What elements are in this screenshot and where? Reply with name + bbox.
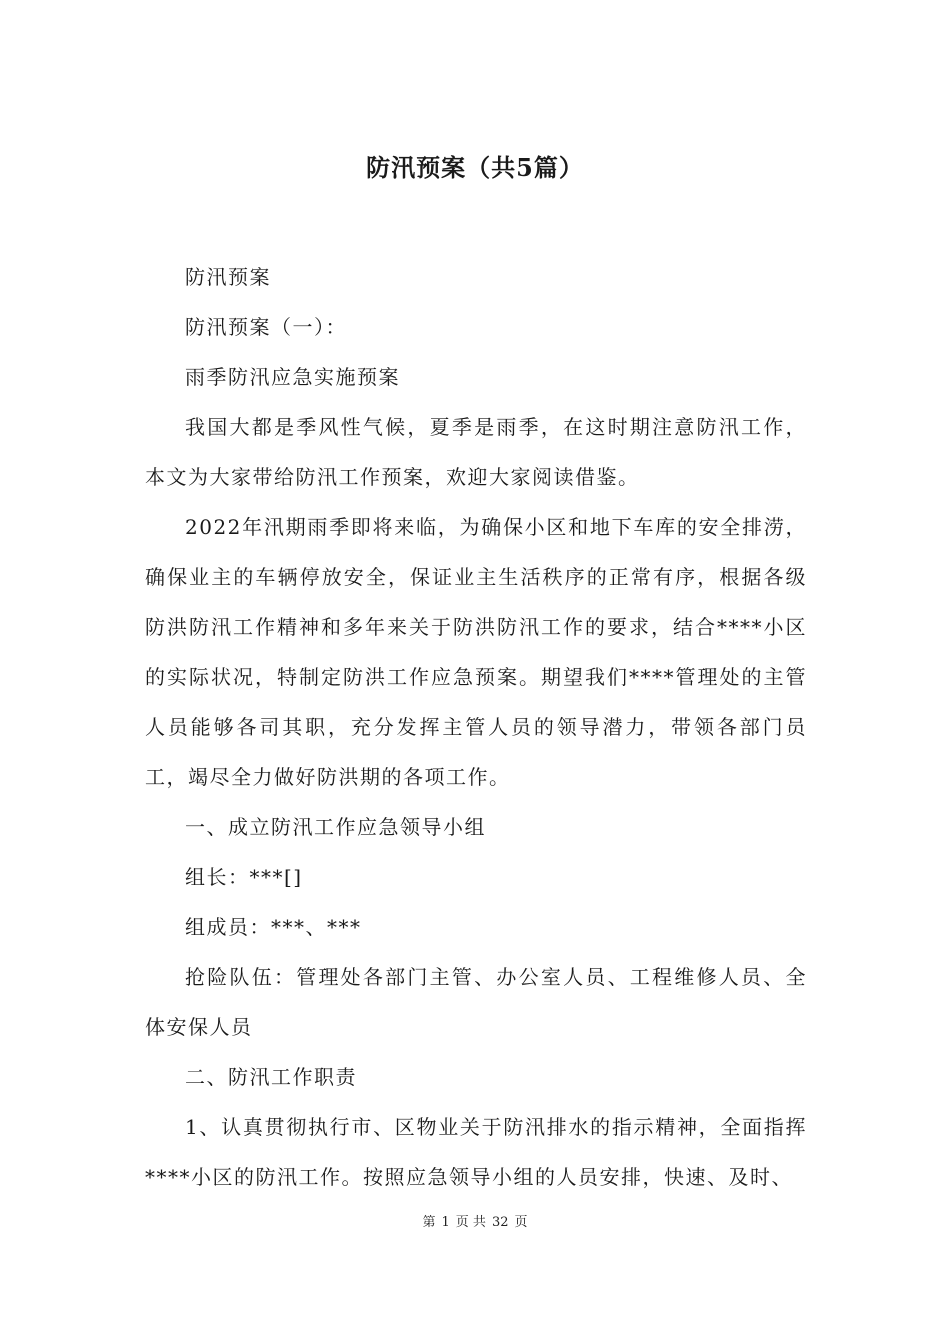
- document-title: 防汛预案（共5篇）: [366, 153, 584, 182]
- section-heading: 一、成立防汛工作应急领导小组: [185, 815, 486, 839]
- paragraph: 组长：***[]: [185, 865, 303, 889]
- paragraph: 防汛预案: [185, 265, 271, 289]
- current-page-number: 1: [441, 1215, 450, 1230]
- paragraph: 组成员：***、***: [185, 915, 362, 939]
- section-heading: 二、防汛工作职责: [185, 1065, 357, 1089]
- paragraph: 雨季防汛应急实施预案: [185, 365, 400, 389]
- footer-middle: 页 共: [455, 1215, 486, 1230]
- paragraph: 2022年汛期雨季即将来临，为确保小区和地下车库的安全排涝，确保业主的车辆停放安全，保证业主生活秩序的正常有序，根据各级防洪防汛工作精神和多年来关于防洪防汛工作的要求，结合****小区的实际状况，特制定防洪工作应急预案。期望我们****管理处的主管人员能够各司其职，充分发挥主管人员的领导潜力，带领各部门员工，竭尽全力做好防洪期的各项工作。: [145, 515, 807, 789]
- footer-prefix: 第: [422, 1215, 436, 1230]
- footer-suffix: 页: [514, 1215, 528, 1230]
- document-body: [145, 252, 807, 1202]
- paragraph: 抢险队伍：管理处各部门主管、办公室人员、工程维修人员、全体安保人员: [145, 965, 807, 1039]
- paragraph: 防汛预案（一）：: [185, 315, 347, 339]
- paragraph: 1、认真贯彻执行市、区物业关于防汛排水的指示精神，全面指挥****小区的防汛工作。按照应急领导小组的人员安排，快速、及时、: [145, 1115, 807, 1189]
- total-pages-number: 32: [491, 1215, 509, 1230]
- paragraph: 我国大都是季风性气候，夏季是雨季，在这时期注意防汛工作，本文为大家带给防汛工作预案，欢迎大家阅读借鉴。: [145, 415, 807, 489]
- page-footer: [0, 1213, 950, 1233]
